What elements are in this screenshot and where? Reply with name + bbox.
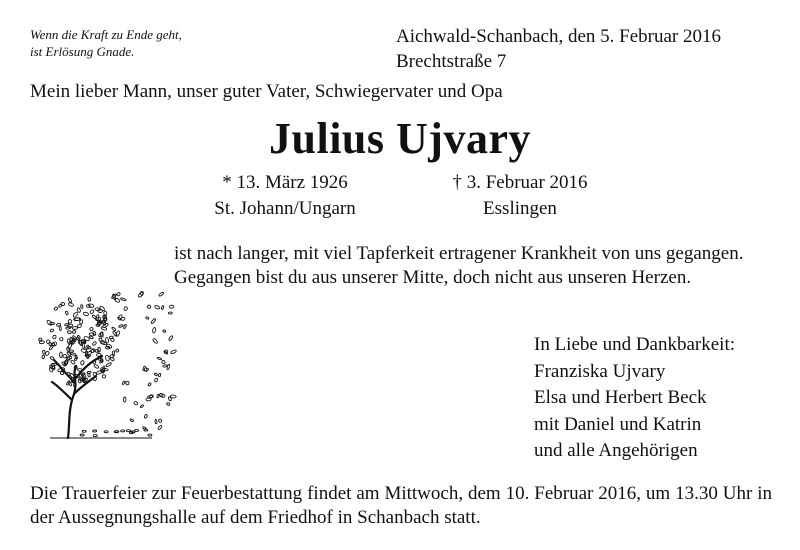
signer-name: mit Daniel und Katrin <box>534 413 702 435</box>
place-date: Aichwald-Schanbach, den 5. Februar 2016 <box>396 26 722 47</box>
death-block <box>420 170 620 222</box>
motto <box>30 26 182 60</box>
death-place: Esslingen <box>483 198 557 219</box>
deceased-name: Julius Ujvary <box>269 114 531 163</box>
death-date: † 3. Februar 2016 <box>452 172 588 193</box>
street-address: Brechtstraße 7 <box>396 51 507 72</box>
signers-heading: In Liebe und Dankbarkeit: <box>534 334 736 355</box>
motto-line-2: ist Erlösung Gnade. <box>30 44 135 59</box>
birth-date: * 13. März 1926 <box>222 172 348 193</box>
funeral-notice: Die Trauerfeier zur Feuerbestattung findet am Mittwoch, dem 10. Februar 2016, um 13.30 Uhr in der Aussegnungshalle auf dem Friedhof in Schanbach statt. <box>30 483 772 528</box>
obituary-text <box>174 242 770 290</box>
windswept-tree-icon <box>32 282 182 442</box>
motto-line-1: Wenn die Kraft zu Ende geht, <box>30 27 182 42</box>
location-block <box>396 24 721 74</box>
intro-line: Mein lieber Mann, unser guter Vater, Schwiegervater und Opa <box>30 81 503 102</box>
signer-name: und alle Angehörigen <box>534 440 698 461</box>
signer-name: Elsa und Herbert Beck <box>534 387 707 408</box>
birth-block <box>190 170 380 222</box>
signers-block <box>534 332 735 465</box>
obituary-paragraph-1: ist nach langer, mit viel Tapferkeit ertragener Krankheit von uns gegangen. <box>174 243 744 264</box>
obituary-paragraph-2: Gegangen bist du aus unserer Mitte, doch nicht aus unseren Herzen. <box>174 267 692 288</box>
birth-place: St. Johann/Ungarn <box>214 198 356 219</box>
signer-name: Franziska Ujvary <box>534 360 666 382</box>
